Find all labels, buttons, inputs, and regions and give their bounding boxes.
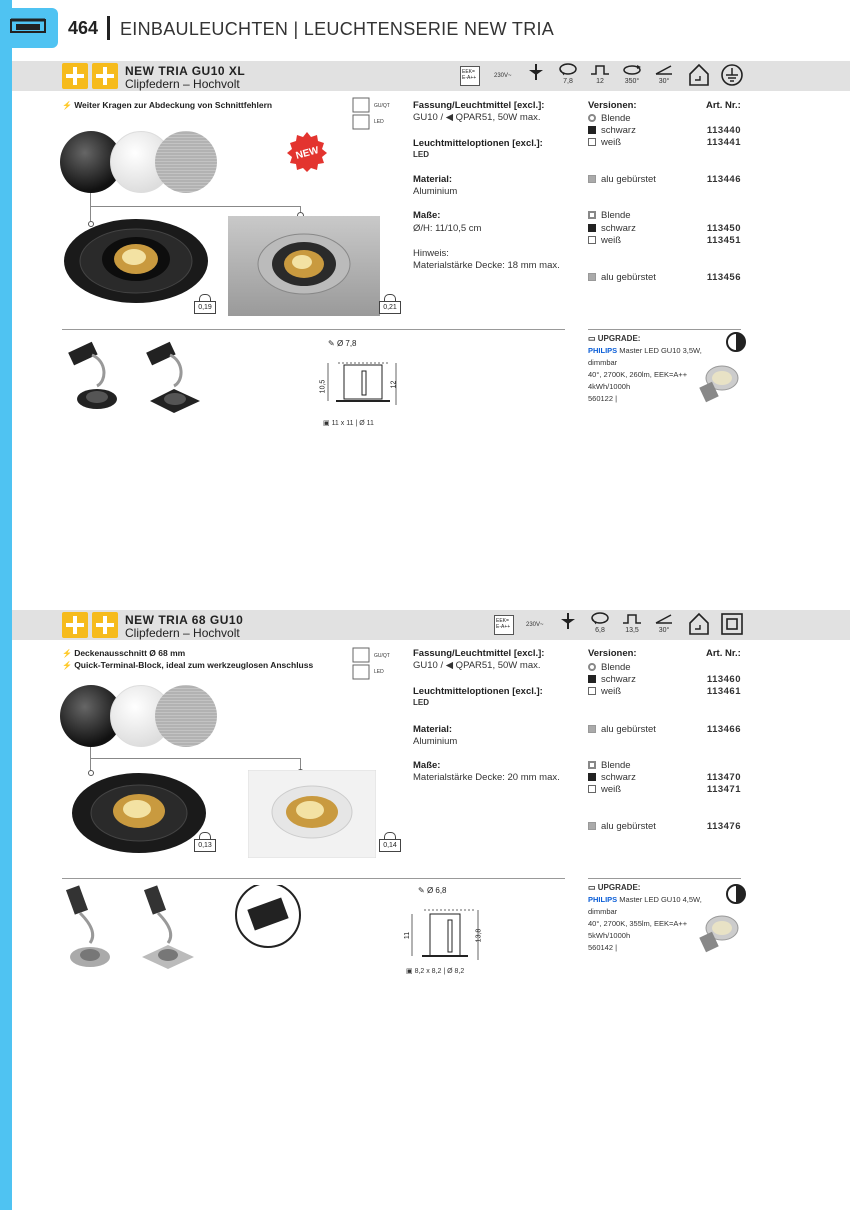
- protection-class-earth-icon: [720, 63, 744, 89]
- brand-logo: PHILIPS: [588, 346, 618, 355]
- callout-line: [90, 206, 300, 207]
- square-icon: ▣: [406, 968, 415, 975]
- product-subtitle: Clipfedern – Hochvolt: [125, 626, 240, 640]
- divider: [62, 878, 565, 879]
- product-section-tria-68-gu10: [0, 610, 850, 990]
- svg-text:GU/QT: GU/QT: [374, 103, 390, 109]
- led-bulb-image: [696, 914, 740, 956]
- protection-class-ii-icon: [720, 612, 744, 638]
- upgrade-title: ▭ UPGRADE:: [588, 883, 641, 892]
- article-number-heading: Art. Nr.:: [706, 648, 741, 659]
- page-number: 464: [68, 18, 99, 38]
- installation-depth-icon: [622, 612, 642, 638]
- tilt-value: 30°: [658, 78, 670, 85]
- weight-indicator: 0,14: [379, 832, 401, 852]
- color-square-alu: [588, 175, 596, 183]
- spec-value: GU10 / ◀ QPAR51, 50W max.: [413, 112, 541, 123]
- product-section-tria-gu10-xl: [0, 61, 850, 581]
- version-row: schwarz 113470: [588, 772, 743, 784]
- color-square-alu: [588, 273, 596, 281]
- upgrade-title: ▭ UPGRADE:: [588, 334, 641, 343]
- rotation-icon: [622, 63, 642, 89]
- spec-label: Leuchtmitteloptionen [excl.]:: [413, 138, 543, 149]
- depth-value: 13,5: [625, 627, 639, 634]
- dimension-height-left: 10,5: [319, 379, 327, 394]
- plus-icon: [92, 612, 118, 638]
- version-row: schwarz 113450: [588, 223, 743, 235]
- color-square-alu: [588, 822, 596, 830]
- callout-line: [90, 758, 300, 759]
- led-icon: ▭: [588, 334, 598, 343]
- plus-icon: [62, 63, 88, 89]
- spec-value: Ø/H: 11/10,5 cm: [413, 223, 482, 234]
- spec-label: Maße:: [413, 760, 441, 771]
- led-option-icon: LED: [413, 150, 429, 159]
- cutout-icon: [558, 63, 578, 89]
- product-header-bar: [12, 61, 850, 91]
- pen-icon: ✎: [418, 886, 427, 895]
- installation-image: [62, 341, 222, 421]
- voltage-label: 230V~: [526, 622, 544, 628]
- recessed-light-category-icon: [0, 8, 58, 48]
- product-header-bar: [12, 610, 850, 640]
- rotation-value: 350°: [624, 78, 640, 85]
- lamp-compatibility-icons: [352, 646, 390, 682]
- spec-value: Aluminium: [413, 186, 458, 197]
- plus-icon: [92, 63, 118, 89]
- spec-value: Materialstärke Decke: 18 mm max.: [413, 260, 560, 271]
- color-square-alu: [588, 725, 596, 733]
- spec-label: Maße:: [413, 210, 441, 221]
- page-header: [0, 0, 850, 60]
- product-subtitle: Clipfedern – Hochvolt: [125, 77, 240, 91]
- swatch-brushed-alu: [155, 685, 217, 747]
- dimension-diameter: ✎ Ø 6,8: [418, 886, 447, 895]
- svg-text:NEW: NEW: [294, 145, 321, 162]
- version-row: alu gebürstet 113456: [588, 272, 743, 284]
- version-row: alu gebürstet 113466: [588, 724, 743, 736]
- new-badge: [286, 131, 328, 173]
- dimension-height-right: 12: [390, 380, 398, 389]
- led-icon: ▭: [588, 883, 598, 892]
- svg-text:GU/QT: GU/QT: [374, 653, 390, 659]
- led-option-icon: LED: [413, 698, 429, 707]
- spec-value: GU10 / ◀ QPAR51, 50W max.: [413, 660, 541, 671]
- divider: [62, 329, 565, 330]
- dimension-footprint: ▣ 8,2 x 8,2 | Ø 8,2: [406, 968, 465, 975]
- color-square-white: [588, 236, 596, 244]
- product-image-round-black: [70, 768, 208, 854]
- spec-value: Aluminium: [413, 736, 458, 747]
- brand-logo: PHILIPS: [588, 895, 618, 904]
- spec-label: Fassung/Leuchtmittel [excl.]:: [413, 100, 545, 111]
- square-icon: ▣: [323, 420, 332, 427]
- versions-heading: Versionen:: [588, 100, 637, 111]
- color-square-black: [588, 675, 596, 683]
- tilt-value: 30°: [658, 627, 670, 634]
- dimension-footprint: ▣ 11 x 11 | Ø 11: [323, 420, 374, 427]
- weight-indicator: 0,13: [194, 832, 216, 852]
- dimmable-icon: [725, 331, 747, 353]
- divider: [588, 329, 741, 330]
- blende-icon: [588, 114, 596, 122]
- versions-heading: Versionen:: [588, 648, 637, 659]
- version-row: alu gebürstet 113446: [588, 174, 743, 186]
- color-square-black: [588, 126, 596, 134]
- version-row: weiß 113471: [588, 784, 743, 796]
- version-row: weiß 113451: [588, 235, 743, 247]
- led-bulb-image: [696, 364, 740, 406]
- spec-label: Material:: [413, 174, 453, 185]
- cutout-value: 7,8: [563, 78, 573, 85]
- version-row: weiß 113441: [588, 137, 743, 149]
- energy-label-icon: EEK= E-A++: [494, 615, 514, 635]
- upgrade-box: ▭ UPGRADE: PHILIPS Master LED GU10 4,5W, dimmbar 40°, 2700K, 355lm, EEK=A++ 5kWh/1000h 560142 |: [588, 882, 748, 954]
- depth-value: 12: [596, 78, 604, 85]
- installation-depth-icon: [590, 63, 610, 89]
- color-square-black: [588, 773, 596, 781]
- product-image-square-alu: [228, 216, 380, 316]
- upgrade-box: ▭ UPGRADE: PHILIPS Master LED GU10 3,5W, dimmbar 40°, 2700K, 260lm, EEK=A++ 4kWh/1000h 560122 |: [588, 333, 748, 405]
- blende-square-icon: [588, 211, 596, 219]
- dimension-height-right: 13,8: [475, 928, 483, 943]
- installation-image: [62, 885, 302, 975]
- spec-label: Material:: [413, 724, 453, 735]
- article-number-heading: Art. Nr.:: [706, 100, 741, 111]
- pen-icon: ✎: [328, 339, 337, 348]
- tilt-icon: [654, 612, 674, 638]
- version-row: weiß 113461: [588, 686, 743, 698]
- color-square-white: [588, 687, 596, 695]
- product-image-square-white: [248, 770, 376, 858]
- callout-line: [90, 193, 91, 221]
- divider: [588, 878, 741, 879]
- version-row: alu gebürstet 113476: [588, 821, 743, 833]
- dimmable-icon: [725, 883, 747, 905]
- color-square-black: [588, 224, 596, 232]
- page-title: EINBAULEUCHTEN | LEUCHTENSERIE NEW TRIA: [120, 19, 555, 39]
- header-separator: [107, 16, 110, 40]
- dimension-height-left: 11: [404, 931, 412, 940]
- lamp-direction-icon: [558, 612, 578, 638]
- weight-indicator: 0,19: [194, 294, 216, 314]
- spec-label: Leuchtmitteloptionen [excl.]:: [413, 686, 543, 697]
- voltage-label: 230V~: [494, 73, 512, 79]
- product-image-round-black: [62, 211, 210, 306]
- feature-item: ⚡ Quick-Terminal-Block, ideal zum werkzeuglosen Anschluss: [62, 660, 314, 670]
- spec-label: Fassung/Leuchtmittel [excl.]:: [413, 648, 545, 659]
- version-row: Blende: [588, 760, 743, 772]
- weight-indicator: 0,21: [379, 294, 401, 314]
- spec-value: Materialstärke Decke: 20 mm max.: [413, 772, 560, 783]
- plus-icon: [62, 612, 88, 638]
- product-name: NEW TRIA GU10 XL: [125, 64, 246, 78]
- cutout-icon: [590, 612, 610, 638]
- svg-text:LED: LED: [374, 119, 384, 125]
- indoor-house-icon: [688, 612, 710, 638]
- blende-icon: [588, 663, 596, 671]
- energy-label-icon: EEK= E-A++: [460, 66, 480, 86]
- blende-square-icon: [588, 761, 596, 769]
- spec-label: Hinweis:: [413, 248, 449, 259]
- svg-text:LED: LED: [374, 669, 384, 675]
- version-row: Blende: [588, 113, 743, 125]
- color-square-white: [588, 785, 596, 793]
- lamp-compatibility-icons: [352, 96, 390, 132]
- version-row: schwarz 113460: [588, 674, 743, 686]
- feature-item: ⚡ Deckenausschnitt Ø 68 mm: [62, 648, 186, 658]
- version-row: Blende: [588, 662, 743, 674]
- tilt-icon: [654, 63, 674, 89]
- lamp-direction-icon: [526, 63, 546, 89]
- version-row: schwarz 113440: [588, 125, 743, 137]
- color-square-white: [588, 138, 596, 146]
- indoor-house-icon: [688, 63, 710, 89]
- swatch-brushed-alu: [155, 131, 217, 193]
- feature-item: ⚡ Weiter Kragen zur Abdeckung von Schnittfehlern: [62, 100, 273, 110]
- product-name: NEW TRIA 68 GU10: [125, 613, 244, 627]
- callout-dot: [88, 221, 94, 227]
- version-row: Blende: [588, 210, 743, 222]
- dimension-diameter: ✎ Ø 7,8: [328, 339, 357, 348]
- cutout-value: 6,8: [595, 627, 605, 634]
